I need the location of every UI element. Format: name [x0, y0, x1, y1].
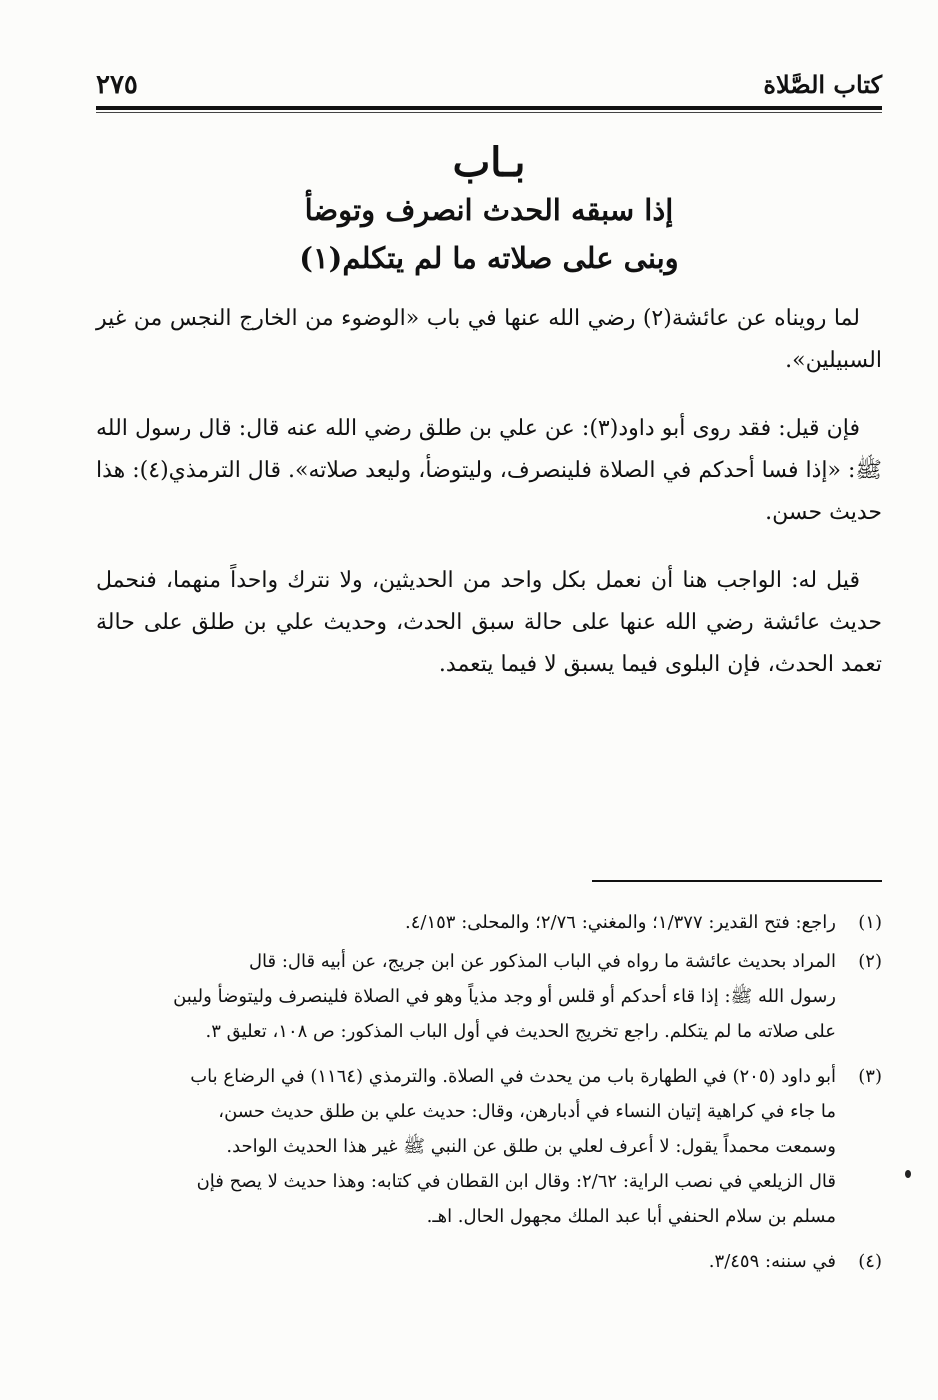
header-rule — [96, 106, 882, 110]
footnote-line: راجع: فتح القدير: ١/٣٧٧؛ والمغني: ٢/٧٦؛ والمحلى: ٤/١٥٣. — [405, 912, 836, 933]
footnote-2 — [96, 944, 882, 1049]
footnote-line: على صلاته ما لم يتكلم. راجع تخريج الحديث في أول الباب المذكور: ص ١٠٨، تعليق ٣. — [205, 1021, 836, 1042]
header-rule-thin — [96, 112, 882, 113]
running-title: كتاب الصَّلاة — [763, 70, 882, 99]
chapter-title-line-2: وبنى على صلاته ما لم يتكلم(١) — [299, 241, 679, 275]
footnote-line: رسول الله ﷺ: إذا قاء أحدكم أو قلس أو وجد مذياً وهو في الصلاة فلينصرف وليتوضأ وليبن — [173, 986, 836, 1007]
footnote-1 — [96, 905, 882, 940]
footnote-line: وسمعت محمداً يقول: لا أعرف لعلي بن طلق عن النبي ﷺ غير هذا الحديث الواحد. — [226, 1136, 836, 1157]
paragraph: فإن قيل: فقد روى أبو داود(٣): عن علي بن طلق رضي الله عنه قال: قال رسول الله ﷺ: «إذا فسا أحدكم في الصلاة فلينصرف، وليتوضأ، وليعد صلاته». قال الترمذي(٤): هذا حديث حسن. — [96, 416, 882, 525]
paragraph: لما رويناه عن عائشة(٢) رضي الله عنها في باب «الوضوء من الخارج النجس من غير السبيلين». — [96, 306, 882, 373]
footnote-4 — [96, 1244, 882, 1279]
footnote-3 — [96, 1059, 882, 1234]
footnote-separator — [96, 880, 882, 882]
footnotes — [96, 905, 882, 1283]
paragraph: قيل له: الواجب هنا أن نعمل بكل واحد من الحديثين، ولا نترك واحداً منهما، فنحمل حديث عائشة رضي الله عنها على حالة سبق الحدث، وحديث علي بن طلق على حالة تعمد الحدث، فإن البلوى فيما يسبق لا فيما يتعمد. — [96, 568, 882, 677]
footnote-number: (١) — [858, 912, 882, 933]
chapter-heading — [96, 138, 882, 282]
scan-speck — [905, 1170, 911, 1178]
footnote-number: (٤) — [858, 1251, 882, 1272]
main-text — [96, 298, 882, 712]
footnote-number: (٣) — [858, 1066, 882, 1087]
footnote-line: في سننه: ٣/٤٥٩. — [708, 1251, 836, 1272]
footnote-number: (٢) — [858, 951, 882, 972]
chapter-label: بـاب — [452, 139, 526, 186]
page-number: ٢٧٥ — [96, 70, 138, 100]
chapter-title-line-1: إذا سبقه الحدث انصرف وتوضأ — [304, 193, 674, 227]
footnote-line: مسلم بن سلام الحنفي أبا عبد الملك مجهول الحال. اهـ. — [426, 1206, 836, 1227]
footnote-line: أبو داود (٢٠٥) في الطهارة باب من يحدث في الصلاة. والترمذي (١١٦٤) في الرضاع باب — [190, 1066, 836, 1087]
page-header — [96, 66, 882, 102]
footnote-line: قال الزيلعي في نصب الراية: ٢/٦٢: وقال ابن القطان في كتابه: وهذا حديث لا يصح فإن — [196, 1171, 836, 1192]
footnote-line: ما جاء في كراهية إتيان النساء في أدبارهن، وقال: حديث علي بن طلق حديث حسن، — [218, 1101, 836, 1122]
footnote-line: المراد بحديث عائشة ما رواه في الباب المذكور عن ابن جريج، عن أبيه قال: قال — [248, 951, 836, 972]
